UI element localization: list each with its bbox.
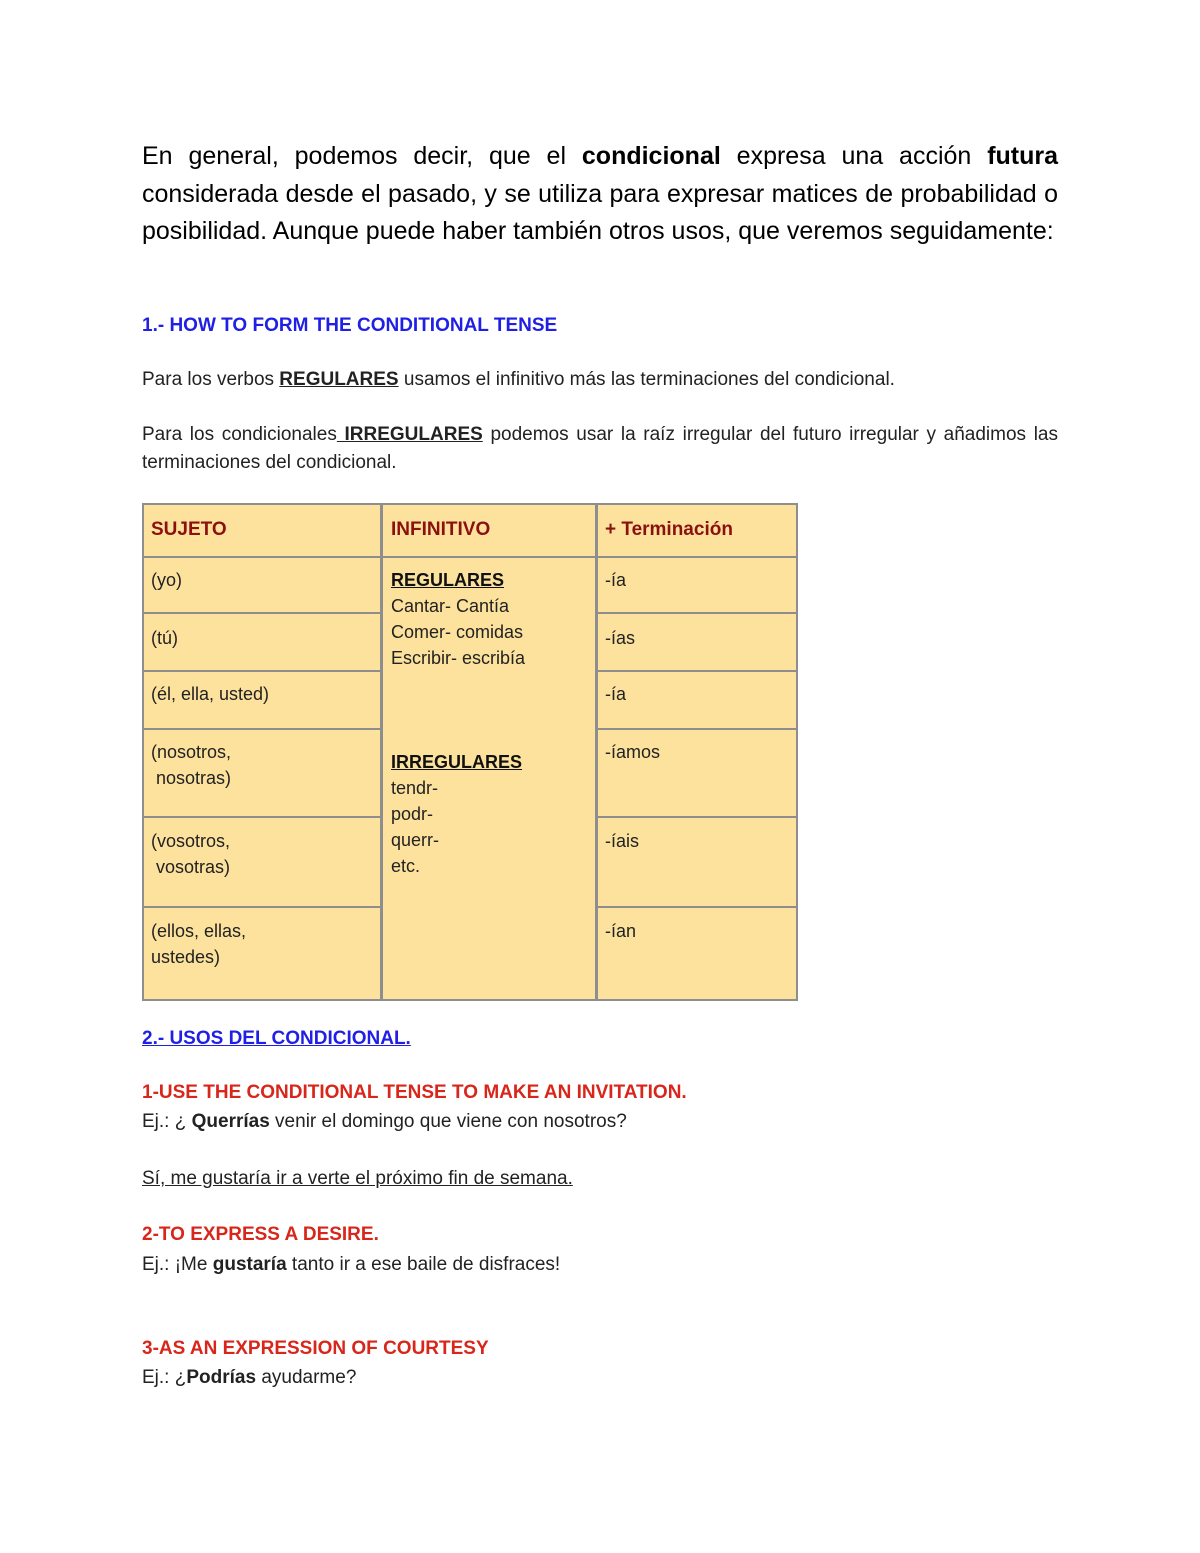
terminacion-cell: -íamos: [605, 742, 661, 762]
intro-bold-condicional: condicional: [581, 142, 721, 170]
table-row-divider: [144, 612, 382, 614]
table-row-divider: [596, 612, 796, 614]
use3-heading: 3-AS AN EXPRESSION OF COURTESY: [142, 1338, 489, 1359]
table-row-divider: [144, 906, 382, 908]
conjugation-table: [142, 503, 798, 1001]
table-row-divider: [596, 816, 796, 818]
regular-verb-item: Cantar- Cantía: [391, 596, 510, 616]
sujeto-cell: (nosotros, nosotras): [151, 742, 232, 788]
sujeto-cell: (él, ella, usted): [151, 684, 270, 704]
regulares-word: REGULARES: [279, 369, 399, 390]
regulares-text-post: usamos el infinitivo más las terminaciones del condicional.: [398, 369, 895, 390]
table-row-divider: [144, 556, 796, 558]
use2-heading: 2-TO EXPRESS A DESIRE.: [142, 1224, 379, 1245]
table-row-divider: [144, 670, 382, 672]
irregular-stem-item: tendr-: [391, 778, 439, 798]
table-column-divider: [380, 505, 383, 999]
table-header-infinitivo: INFINITIVO: [391, 519, 491, 540]
irregular-stem-item: querr-: [391, 830, 440, 850]
use1-example-2-text: Sí, me gustaría ir a verte el próximo fin de semana.: [142, 1168, 573, 1189]
sujeto-cell: (yo): [151, 570, 182, 590]
terminacion-cell: -ía: [605, 570, 627, 590]
use2-example-verb: gustaría: [212, 1254, 287, 1275]
use3-example-pre: Ej.: ¿: [142, 1367, 187, 1388]
terminacion-cell: -ías: [605, 628, 636, 648]
use3-example-verb: Podrías: [186, 1367, 257, 1388]
table-row-divider: [144, 816, 382, 818]
intro-text-3: considerada desde el pasado, y se utiliza para expresar matices de probabilidad o posibilidad. Aunque puede haber también otros usos, que veremos seguidamente:: [142, 179, 1058, 245]
table-row-divider: [596, 670, 796, 672]
terminacion-cell: -ían: [605, 921, 637, 941]
use3-example-post: ayudarme?: [256, 1367, 357, 1388]
terminacion-cell: -íais: [605, 831, 640, 851]
regulares-label: REGULARES: [391, 570, 505, 590]
use2-example-post: tanto ir a ese baile de disfraces!: [286, 1254, 561, 1275]
table-row-divider: [596, 728, 796, 730]
irregulares-word: IRREGULARES: [336, 424, 483, 445]
use1-example-2: [142, 1168, 573, 1190]
table-header-terminacion: + Terminación: [605, 519, 733, 540]
section2-heading[interactable]: [142, 1028, 411, 1050]
section1-heading: 1.- HOW TO FORM THE CONDITIONAL TENSE: [142, 315, 558, 336]
infinitivo-regulares-block: [391, 567, 525, 671]
use2-example: [142, 1254, 560, 1276]
regulares-paragraph: [142, 369, 895, 391]
use1-example-verb: Querrías: [191, 1111, 270, 1132]
table-header-sujeto: SUJETO: [151, 519, 227, 540]
use1-example: [142, 1111, 627, 1133]
intro-paragraph: [142, 138, 1058, 251]
regular-verb-item: Escribir- escribía: [391, 648, 526, 668]
regular-verb-item: Comer- comidas: [391, 622, 524, 642]
sujeto-cell: (ellos, ellas, ustedes): [151, 921, 247, 967]
use1-example-pre: Ej.: ¿: [142, 1111, 192, 1132]
intro-bold-futura: futura: [987, 142, 1059, 170]
irregulares-text-pre: Para los condicionales: [142, 424, 337, 445]
table-row-divider: [144, 728, 382, 730]
intro-text-1: En general, podemos decir, que el: [142, 142, 582, 170]
use2-example-pre: Ej.: ¡Me: [142, 1254, 213, 1275]
table-column-divider: [595, 505, 598, 999]
section2-heading-link[interactable]: 2.- USOS DEL CONDICIONAL.: [142, 1028, 411, 1049]
irregular-stem-item: etc.: [391, 856, 421, 876]
irregular-stem-item: podr-: [391, 804, 434, 824]
irregulares-text-post: podemos usar la raíz irregular del futuro irregular y añadimos las terminaciones del condicional.: [142, 424, 1058, 473]
sujeto-cell: (vosotros, vosotras): [151, 831, 231, 877]
use1-heading: 1-USE THE CONDITIONAL TENSE TO MAKE AN INVITATION.: [142, 1082, 687, 1103]
use1-example-post: venir el domingo que viene con nosotros?: [269, 1111, 627, 1132]
intro-text-2: expresa una acción: [720, 142, 988, 170]
irregulares-label: IRREGULARES: [391, 752, 523, 772]
infinitivo-irregulares-block: [391, 749, 522, 879]
sujeto-cell: (tú): [151, 628, 178, 648]
use3-example: [142, 1367, 356, 1389]
table-row-divider: [596, 906, 796, 908]
regulares-text-pre: Para los verbos: [142, 369, 280, 390]
irregulares-paragraph: [142, 421, 1058, 477]
terminacion-cell: -ía: [605, 684, 627, 704]
